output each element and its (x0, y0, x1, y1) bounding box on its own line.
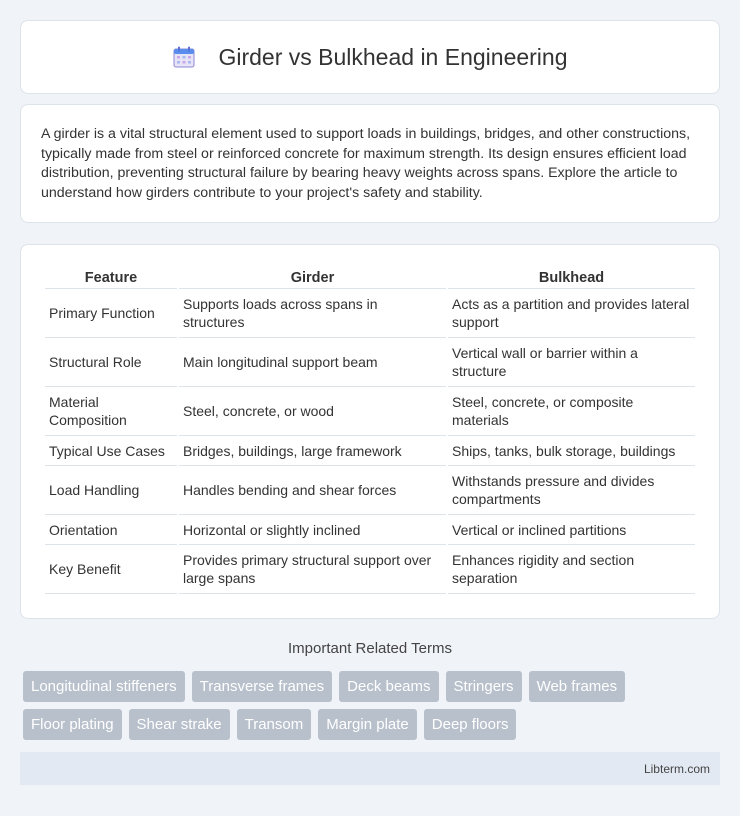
table-row (45, 545, 695, 594)
table-cell: Ships, tanks, bulk storage, buildings (448, 436, 695, 466)
related-term-tag[interactable]: Longitudinal stiffeners (23, 671, 185, 702)
table-cell: Supports loads across spans in structures (179, 289, 446, 338)
table-cell: Steel, concrete, or wood (179, 387, 446, 436)
related-term-tag[interactable]: Deep floors (424, 709, 517, 740)
table-cell: Key Benefit (45, 545, 177, 594)
related-term-tag[interactable]: Web frames (529, 671, 626, 702)
table-cell: Typical Use Cases (45, 436, 177, 466)
table-cell: Material Composition (45, 387, 177, 436)
header-bulkhead: Bulkhead (448, 265, 695, 289)
related-term-tag[interactable]: Shear strake (129, 709, 230, 740)
table-cell: Horizontal or slightly inclined (179, 515, 446, 545)
table-row (45, 289, 695, 338)
related-term-tag[interactable]: Margin plate (318, 709, 417, 740)
related-term-tag[interactable]: Stringers (446, 671, 522, 702)
table-cell: Vertical wall or barrier within a structure (448, 338, 695, 387)
page-title: Girder vs Bulkhead in Engineering (218, 43, 568, 70)
header-card (20, 20, 720, 94)
intro-text: A girder is a vital structural element used to support loads in buildings, bridges, and other constructions, typically made from steel or reinforced concrete for maximum strength. Its design ensures efficient load distribution, preventing structural failure by bearing heavy weights across spans. Explore the article to understand how girders contribute to your project's safety and stability. (41, 126, 691, 201)
table-cell: Handles bending and shear forces (179, 466, 446, 515)
footer-site-link[interactable]: Libterm.com (643, 761, 710, 776)
header-feature: Feature (45, 265, 177, 289)
table-row (45, 387, 695, 436)
table-cell: Bridges, buildings, large framework (179, 436, 446, 466)
table-cell: Withstands pressure and divides compartments (448, 466, 695, 515)
table-row (45, 338, 695, 387)
table-row (45, 515, 695, 545)
calendar-icon (172, 45, 196, 69)
table-cell: Load Handling (45, 466, 177, 515)
table-cell: Enhances rigidity and section separation (448, 545, 695, 594)
header-girder: Girder (179, 265, 446, 289)
related-term-tag[interactable]: Deck beams (339, 671, 438, 702)
comparison-table-card (20, 244, 720, 619)
related-terms-title: Important Related Terms (288, 640, 452, 657)
intro-card (20, 104, 720, 223)
related-term-tag[interactable]: Floor plating (23, 709, 122, 740)
table-row (45, 436, 695, 466)
table-cell: Provides primary structural support over large spans (179, 545, 446, 594)
comparison-table (43, 265, 697, 594)
table-cell: Structural Role (45, 338, 177, 387)
related-term-tag[interactable]: Transom (237, 709, 312, 740)
table-cell: Main longitudinal support beam (179, 338, 446, 387)
table-cell: Orientation (45, 515, 177, 545)
table-cell: Acts as a partition and provides lateral support (448, 289, 695, 338)
table-header-row (45, 265, 695, 289)
table-cell: Primary Function (45, 289, 177, 338)
table-cell: Steel, concrete, or composite materials (448, 387, 695, 436)
related-terms-list (23, 671, 723, 740)
table-cell: Vertical or inclined partitions (448, 515, 695, 545)
table-row (45, 466, 695, 515)
related-term-tag[interactable]: Transverse frames (192, 671, 332, 702)
footer (20, 752, 720, 785)
